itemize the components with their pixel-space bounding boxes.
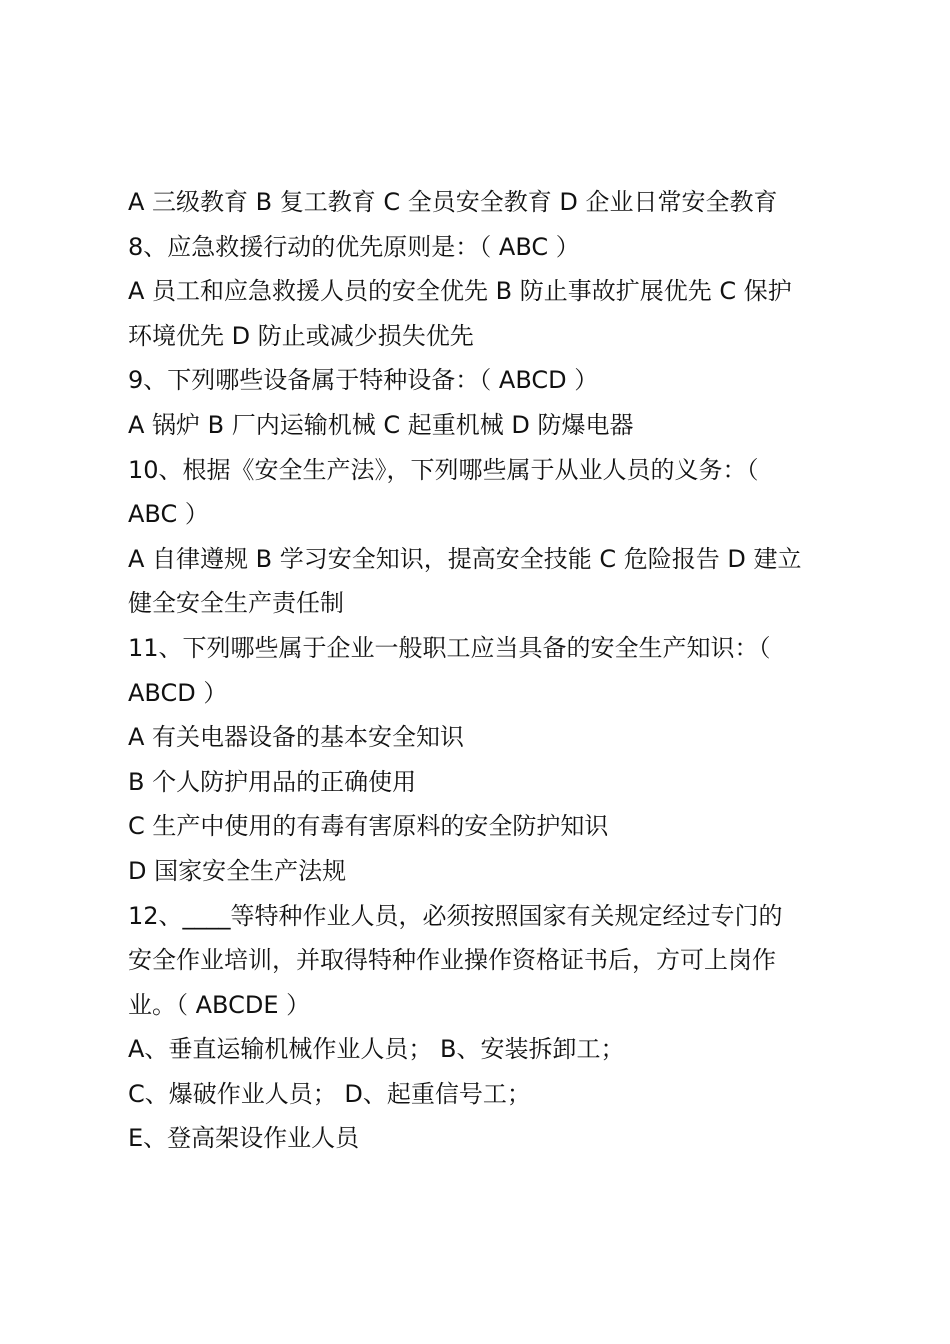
document-body — [128, 180, 838, 1161]
text-line: A 三级教育 B 复工教育 C 全员安全教育 D 企业日常安全教育 — [128, 188, 778, 216]
text-line: ABC ） — [128, 500, 209, 529]
text-line: E、登高架设作业人员 — [128, 1124, 360, 1153]
text-line: 环境优先 D 防止或减少损失优先 — [128, 321, 474, 350]
text-line: 健全安全生产责任制 — [128, 589, 344, 618]
text-line: C 生产中使用的有毒有害原料的安全防护知识 — [128, 812, 609, 841]
question-10: 10、根据《安全生产法》，下列哪些属于从业人员的义务：（ — [128, 455, 759, 484]
question-11: 11、下列哪些属于企业一般职工应当具备的安全生产知识：（ — [128, 633, 771, 662]
text-line: 安全作业培训，并取得特种作业操作资格证书后，方可上岗作 — [128, 946, 776, 975]
text-line: ABCD ） — [128, 678, 228, 707]
text-line: A 员工和应急救援人员的安全优先 B 防止事故扩展优先 C 保护 — [128, 277, 792, 306]
text-line: D 国家安全生产法规 — [128, 856, 347, 885]
question-8: 8、应急救援行动的优先原则是：（ ABC ） — [128, 232, 580, 261]
text-line: 业。（ ABCDE ） — [128, 990, 311, 1019]
text-line: A 锅炉 B 厂内运输机械 C 起重机械 D 防爆电器 — [128, 410, 634, 439]
text-line: A 有关电器设备的基本安全知识 — [128, 723, 465, 752]
text-line: A、垂直运输机械作业人员； B、安装拆卸工； — [128, 1035, 625, 1064]
text-line: C、爆破作业人员； D、起重信号工； — [128, 1079, 531, 1108]
text-line: B 个人防护用品的正确使用 — [128, 767, 417, 796]
text-line: A 自律遵规 B 学习安全知识，提高安全技能 C 危险报告 D 建立 — [128, 544, 802, 573]
question-9: 9、下列哪些设备属于特种设备：（ ABCD ） — [128, 366, 599, 395]
question-12: 12、____等特种作业人员，必须按照国家有关规定经过专门的 — [128, 901, 783, 930]
